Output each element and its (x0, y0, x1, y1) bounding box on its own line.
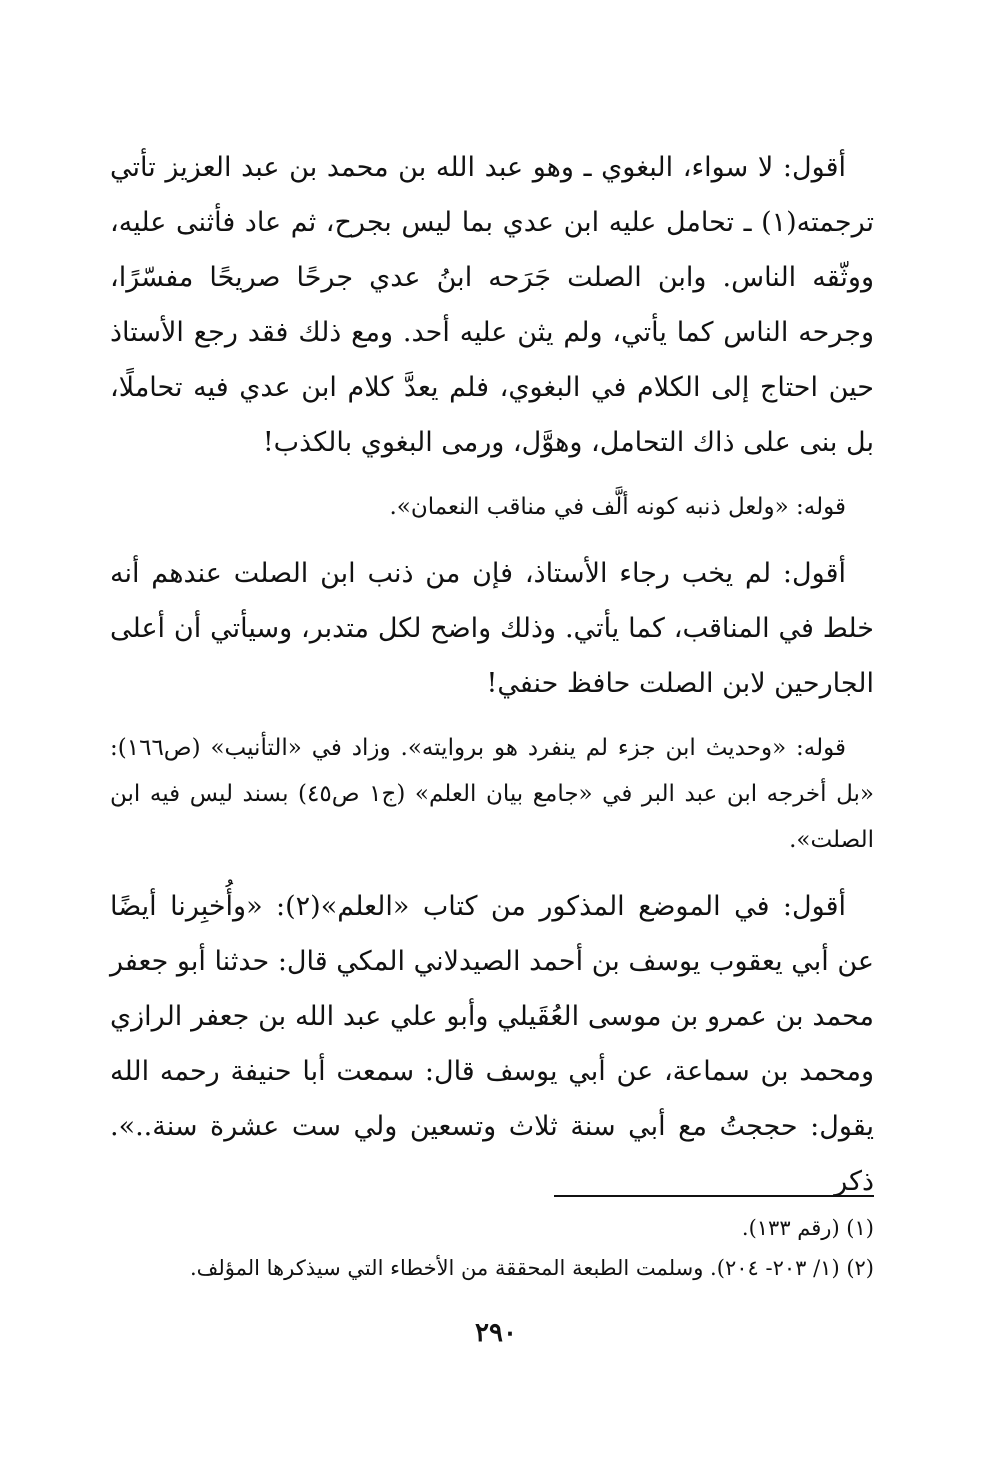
page-body (110, 140, 874, 1223)
quote-ibn-juz: قوله: «وحديث ابن جزء لم ينفرد هو بروايته». وزاد في «التأنيب» (ص١٦٦): «بل أخرجه ابن عبد البر في «جامع بيان العلم» (ج١ ص٤٥) بسند ليس فيه ابن الصلت». (110, 735, 874, 853)
footnote-1: (١) (رقم ١٣٣). (741, 1216, 874, 1240)
footnote-divider (554, 1195, 874, 1197)
footnote-2: (٢) (١/ ٢٠٣- ٢٠٤). وسلمت الطبعة المحققة من الأخطاء التي سيذكرها المؤلف. (189, 1256, 874, 1280)
footnotes (114, 1208, 874, 1288)
paragraph-bughawi: أقول: لا سواء، البغوي ـ وهو عبد الله بن محمد بن عبد العزيز تأتي ترجمته(١) ـ تحامل عليه ابن عدي بما ليس بجرح، ثم عاد فأثنى عليه، ووثّقه الناس. وابن الصلت جَرَحه ابنُ عدي جرحًا صريحًا مفسّرًا، وجرحه الناس كما يأتي، ولم يثن عليه أحد. ومع ذلك فقد رجع الأستاذ حين احتاج إلى الكلام في البغوي، فلم يعدَّ كلام ابن عدي فيه تحاملًا، بل بنى على ذاك التحامل، وهوَّل، ورمى البغوي بالكذب! (110, 152, 874, 458)
page-number: ٢٩٠ (475, 1318, 517, 1348)
paragraph-ilm-reply: أقول: في الموضع المذكور من كتاب «العلم»(٢): «وأُخبِرنا أيضًا عن أبي يعقوب يوسف بن أحمد الصيدلاني المكي قال: حدثنا أبو جعفر محمد بن عمرو بن موسى العُقَيلي وأبو علي عبد الله بن جعفر الرازي ومحمد بن سماعة، عن أبي يوسف قال: سمعت أبا حنيفة رحمه الله يقول: حججتُ مع أبي سنة ثلاث وتسعين ولي ست عشرة سنة..». ذكر (110, 891, 874, 1197)
paragraph-manaqib-reply: أقول: لم يخب رجاء الأستاذ، فإن من ذنب ابن الصلت عندهم أنه خلط في المناقب، كما يأتي. وذلك واضح لكل متدبر، وسيأتي أن أعلى الجارحين لابن الصلت حافظ حنفي! (110, 558, 874, 699)
quote-manaqib: قوله: «ولعل ذنبه كونه ألَّف في مناقب النعمان». (389, 494, 846, 520)
